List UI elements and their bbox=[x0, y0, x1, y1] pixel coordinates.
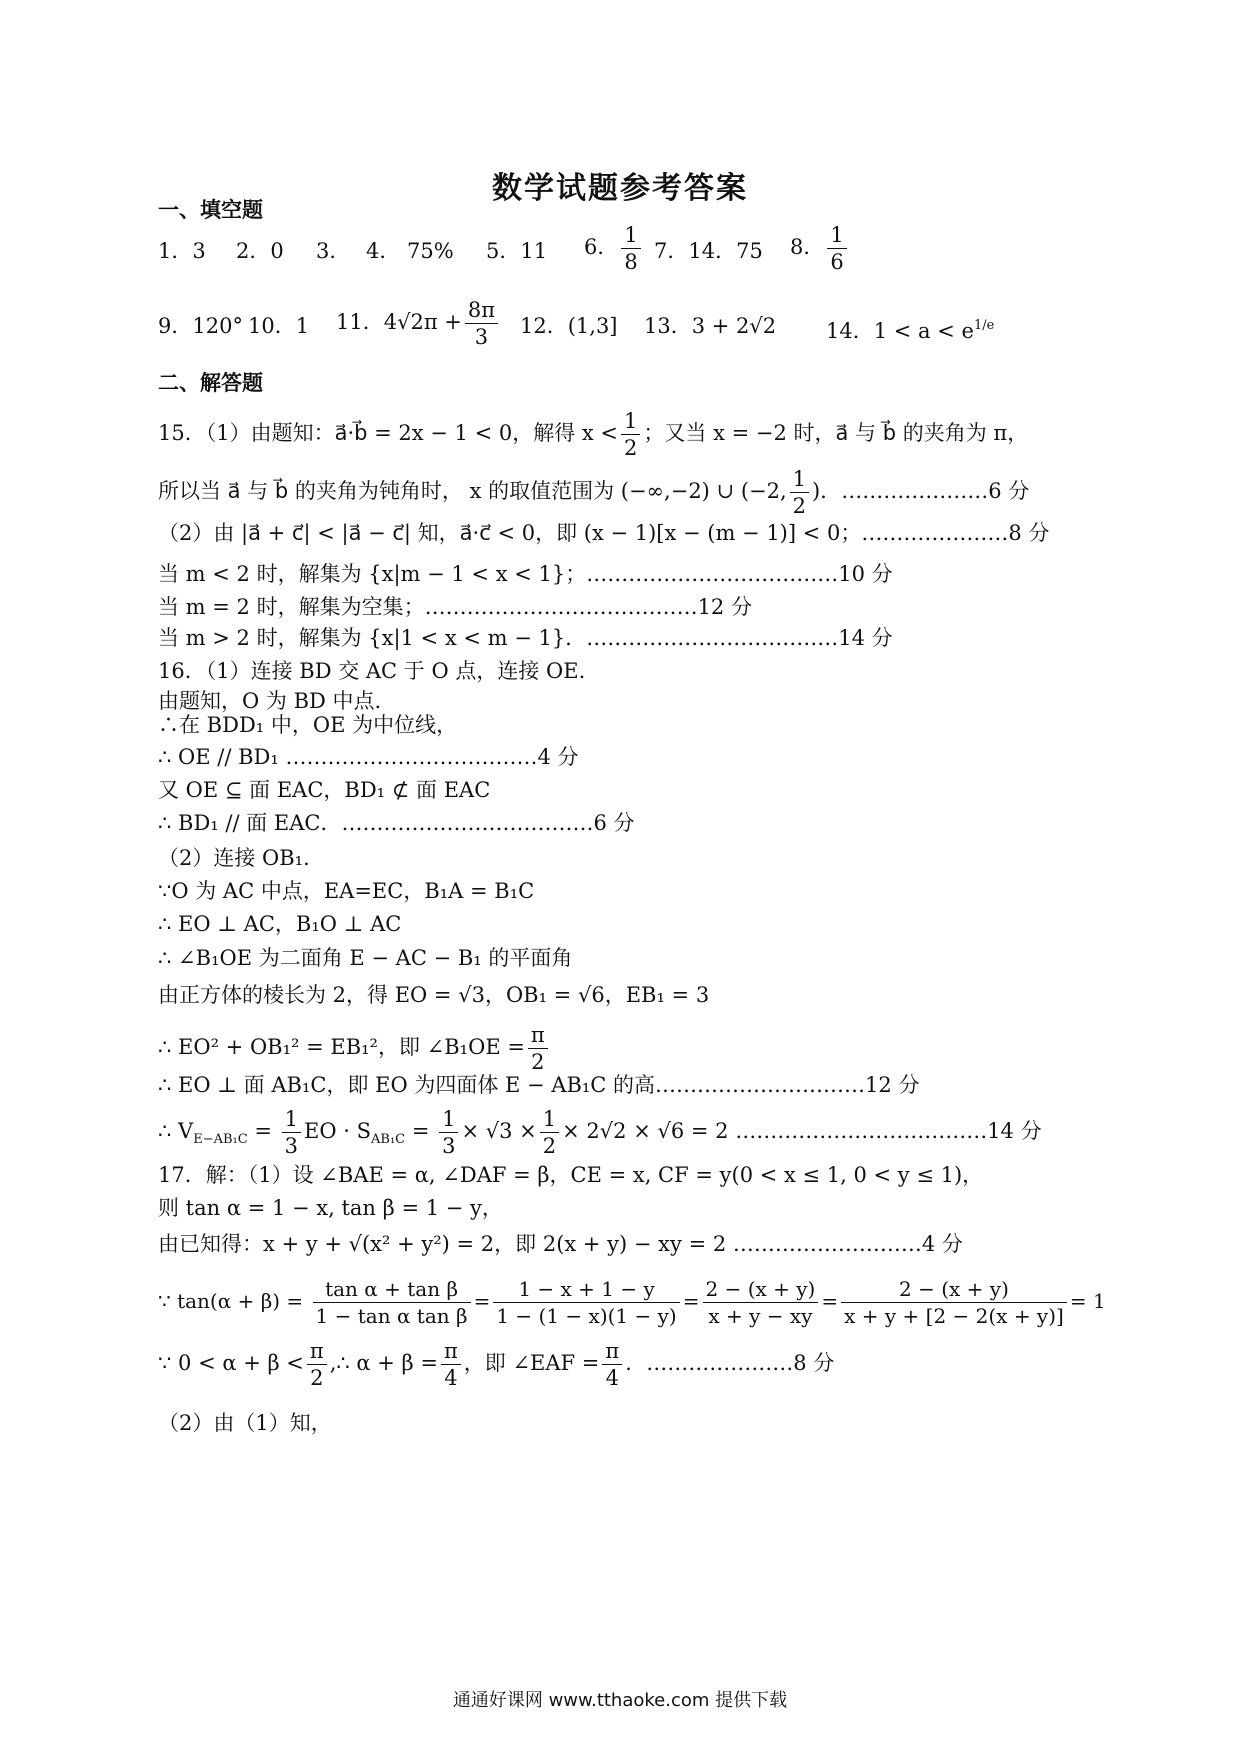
section-solutions: 二、解答题 bbox=[158, 370, 263, 395]
solution-line: 由正方体的棱长为 2，得 EO = √3，OB₁ = √6，EB₁ = 3 bbox=[158, 983, 710, 1007]
fill-answer-8: 8． $\frac{1}{6}$ bbox=[790, 222, 850, 275]
fill-answer-6: 6． $\frac{1}{8}$ bbox=[584, 222, 644, 275]
solution-line: （2）由 |a⃗ + c⃗| < |a⃗ − c⃗| 知，a⃗·c⃗ < 0，即 (x − 1)[x − (m − 1)] < 0；…………………8 分 bbox=[158, 521, 1050, 545]
solution-line: 17．解：（1）设 ∠BAE = α, ∠DAF = β，CE = x, CF = y(0 < x ≤ 1, 0 < y ≤ 1)， bbox=[158, 1163, 984, 1187]
footer-source: 通通好课网 www.tthaoke.com 提供下载 bbox=[452, 1690, 788, 1711]
solution-line: 当 m = 2 时，解集为空集；…………………………………12 分 bbox=[158, 595, 752, 619]
solution-line: 由已知得：x + y + √(x² + y²) = 2，即 2(x + y) − xy = 2 ………………………4 分 bbox=[158, 1232, 963, 1256]
solution-line: ∵ tan(α + β) = $\frac{\text{tan α + tan β}}{\text{1 − tan α tan β}}$ = $\frac{1 - x + 1 - y}{1 - (1 - x)(1 - y)}$ = $\frac{2 - (x + y)}{x + y - xy}$ = $\frac{2 - (x + y)}{x + y + [2 - 2(x + y)]}$ = 1 bbox=[158, 1277, 1106, 1328]
solution-line: ∴ EO ⊥ 面 AB₁C，即 EO 为四面体 E − AB₁C 的高…………………………12 分 bbox=[158, 1073, 920, 1097]
solution-line: ∵O 为 AC 中点，EA=EC，B₁A = B₁C bbox=[158, 879, 535, 903]
fill-answer-14: 14．$1 < a < e^{1/e}$ bbox=[826, 318, 995, 343]
solution-line: ∴ OE // BD₁ ………………………………4 分 bbox=[158, 745, 579, 769]
solution-line: ∴ EO² + OB₁² = EB₁²，即 ∠B₁OE = $\frac{\pi}{2}$ bbox=[158, 1022, 551, 1075]
fill-answer-5: 5．11 bbox=[486, 239, 548, 263]
solution-line: 当 m < 2 时，解集为 {x|m − 1 < x < 1}；………………………………10 分 bbox=[158, 562, 893, 586]
fill-answer-7: 7．14．75 bbox=[654, 239, 763, 263]
fill-answer-3: 3． bbox=[316, 239, 351, 263]
solution-line: 所以当 a⃗ 与 b⃗ 的夹角为钝角时， x 的取值范围为 (−∞,−2) ∪ (−2, $\frac{1}{2}$ )．…………………6 分 bbox=[158, 467, 1030, 518]
solution-line: 当 m > 2 时，解集为 {x|1 < x < m − 1}．………………………………14 分 bbox=[158, 626, 893, 650]
solution-line: ∴ EO ⊥ AC，B₁O ⊥ AC bbox=[158, 912, 402, 936]
fill-answer-13: 13．3 + 2√2 bbox=[644, 314, 777, 338]
solution-line: （2）连接 OB₁． bbox=[158, 846, 325, 870]
solution-line: ∵ 0 < α + β < $\frac{\pi}{2}$ ,∴ α + β = $\frac{\pi}{4}$ ，即 ∠EAF = $\frac{\pi}{4}$ ．…………………8 分 bbox=[158, 1339, 835, 1390]
solution-line: ∴ BD₁ // 面 EAC．………………………………6 分 bbox=[158, 811, 635, 835]
fill-answer-2: 2．0 bbox=[236, 239, 284, 263]
fill-answer-12: 12．(1,3] bbox=[520, 314, 618, 338]
solution-line: 则 tan α = 1 − x, tan β = 1 − y， bbox=[158, 1196, 503, 1220]
solution-line: 由题知，O 为 BD 中点. bbox=[158, 689, 382, 713]
solution-line: ∴在 BDD₁ 中，OE 为中位线， bbox=[158, 713, 458, 737]
solution-line: ∴ $V_{E-AB_1C}$ = $\frac{1}{3}$ EO · $S_{AB_1C}$ = $\frac{1}{3}$ × √3 × $\frac{1}{2}$ × 2√2 × √6 = 2 ………………………………14 分 bbox=[158, 1107, 1042, 1158]
solution-line: （2）由（1）知， bbox=[158, 1411, 332, 1435]
fill-answer-10: 10．1 bbox=[248, 314, 310, 338]
solution-line: ∴ ∠B₁OE 为二面角 E − AC − B₁ 的平面角 bbox=[158, 946, 573, 970]
solution-line: 15．（1）由题知：a⃗·b⃗ = 2x − 1 < 0，解得 x < $\frac{1}{2}$ ；又当 x = −2 时，a⃗ 与 b⃗ 的夹角为 π， bbox=[158, 409, 1029, 460]
fill-answer-9: 9．120° bbox=[158, 314, 243, 338]
page-title: 数学试题参考答案 bbox=[492, 171, 748, 206]
section-fill-in: 一、填空题 bbox=[158, 197, 263, 222]
fill-answer-11: 11．4√2π + $\frac{8\pi}{3}$ bbox=[336, 297, 501, 350]
fill-answer-1: 1．3 bbox=[158, 239, 206, 263]
solution-line: 16．（1）连接 BD 交 AC 于 O 点，连接 OE. bbox=[158, 659, 586, 683]
fill-answer-4: 4． 75% bbox=[366, 239, 454, 263]
solution-line: 又 OE ⊆ 面 EAC，BD₁ ⊄ 面 EAC bbox=[158, 778, 491, 802]
